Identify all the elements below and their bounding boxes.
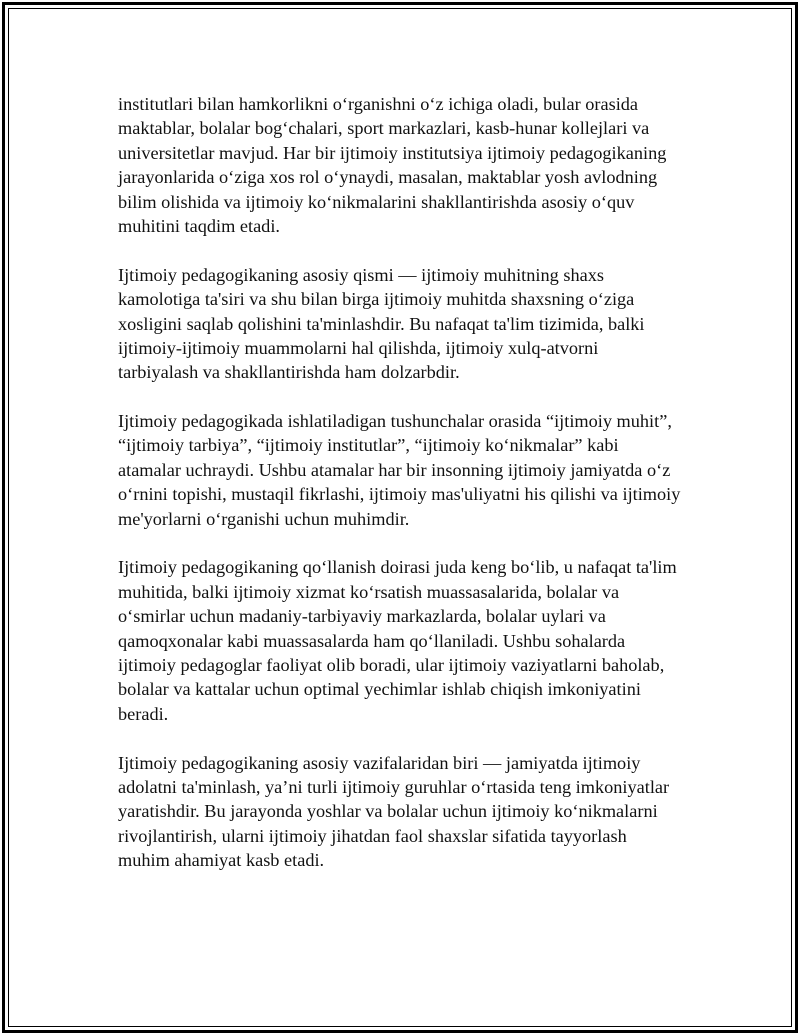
text-line: kamolotiga ta'siri va shu bilan birga ijtimoiy muhitda shaxsning o‘ziga: [118, 289, 635, 310]
text-line: qamoqxonalar kabi muassasalarda ham qo‘llaniladi. Ushbu sohalarda: [118, 630, 626, 651]
paragraph: [118, 263, 718, 385]
paragraph: [118, 751, 718, 873]
text-line: jarayonlarida o‘ziga xos rol o‘ynaydi, masalan, maktablar yosh avlodning: [118, 167, 658, 188]
text-line: me'yorlarni o‘rganishi uchun muhimdir.: [118, 508, 410, 529]
text-line: xosligini saqlab qolishini ta'minlashdir. Bu nafaqat ta'lim tizimida, balki: [118, 313, 645, 334]
text-line: ijtimoiy pedagoglar faoliyat olib boradi, ular ijtimoiy vaziyatlarni baholab,: [118, 654, 665, 675]
text-line: ijtimoiy-ijtimoiy muammolarni hal qilishda, ijtimoiy xulq-atvorni: [118, 337, 599, 358]
text-line: o‘smirlar uchun madaniy-tarbiyaviy markazlarda, bolalar uylari va: [118, 606, 606, 627]
document-body: [118, 92, 718, 897]
paragraph: [118, 92, 718, 238]
text-line: Ijtimoiy pedagogikaning qo‘llanish doirasi juda keng bo‘lib, u nafaqat ta'lim: [118, 557, 677, 578]
text-line: muhitini taqdim etadi.: [118, 215, 280, 236]
text-line: atamalar uchraydi. Ushbu atamalar har bir insonning ijtimoiy jamiyatda o‘z: [118, 459, 671, 480]
text-line: Ijtimoiy pedagogikada ishlatiladigan tushunchalar orasida “ijtimoiy muhit”,: [118, 411, 672, 432]
paragraph: [118, 409, 718, 531]
text-line: o‘rnini topishi, mustaqil fikrlashi, ijtimoiy mas'uliyatni his qilishi va ijtimoiy: [118, 484, 681, 505]
text-line: muhim ahamiyat kasb etadi.: [118, 850, 325, 871]
text-line: muhitida, balki ijtimoiy xizmat ko‘rsatish muassasalarida, bolalar va: [118, 581, 620, 602]
text-line: bilim olishida va ijtimoiy ko‘nikmalarini shakllantirishda asosiy o‘quv: [118, 191, 635, 212]
text-line: maktablar, bolalar bog‘chalari, sport markazlari, kasb-hunar kollejlari va: [118, 118, 650, 139]
text-line: universitetlar mavjud. Har bir ijtimoiy institutsiya ijtimoiy pedagogikaning: [118, 142, 667, 163]
text-line: yaratishdir. Bu jarayonda yoshlar va bolalar uchun ijtimoiy ko‘nikmalarni: [118, 801, 658, 822]
text-line: Ijtimoiy pedagogikaning asosiy vazifalaridan biri — jamiyatda ijtimoiy: [118, 752, 641, 773]
text-line: beradi.: [118, 703, 169, 724]
text-line: adolatni ta'minlash, ya’ni turli ijtimoiy guruhlar o‘rtasida teng imkoniyatlar: [118, 776, 670, 797]
text-line: “ijtimoiy tarbiya”, “ijtimoiy institutlar”, “ijtimoiy ko‘nikmalar” kabi: [118, 435, 619, 456]
text-line: tarbiyalash va shakllantirishda ham dolzarbdir.: [118, 362, 460, 383]
text-line: institutlari bilan hamkorlikni o‘rganishni o‘z ichiga oladi, bular orasida: [118, 94, 639, 114]
text-line: rivojlantirish, ularni ijtimoiy jihatdan faol shaxslar sifatida tayyorlash: [118, 825, 627, 846]
text-line: Ijtimoiy pedagogikaning asosiy qismi — ijtimoiy muhitning shaxs: [118, 264, 604, 285]
paragraph: [118, 555, 718, 726]
text-line: bolalar va kattalar uchun optimal yechimlar ishlab chiqish imkoniyatini: [118, 679, 641, 700]
